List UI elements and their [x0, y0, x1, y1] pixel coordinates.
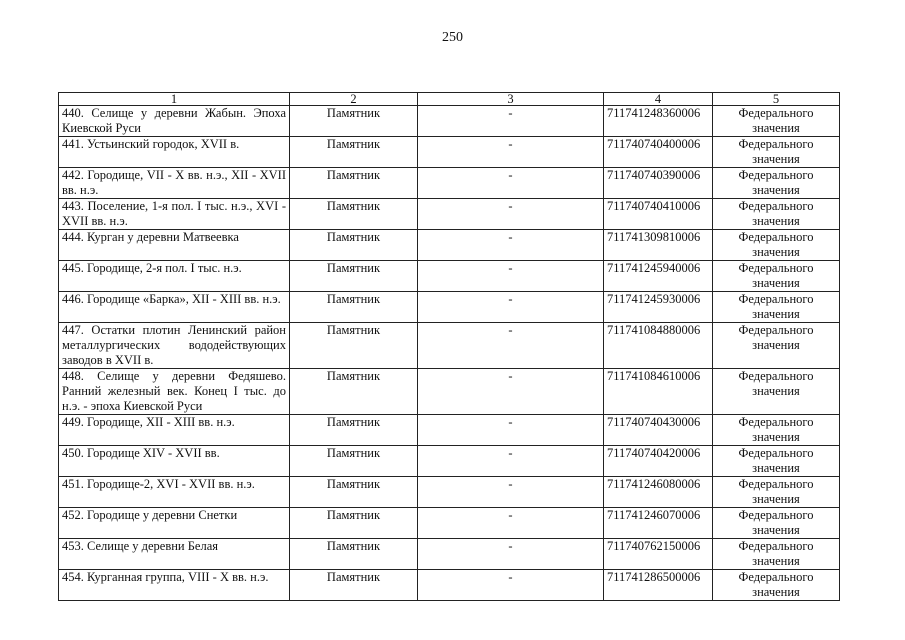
registry-code-cell: 711740740430006	[604, 415, 713, 446]
monument-type-cell: Памятник	[290, 369, 418, 415]
monument-name-cell: 445. Городище, 2-я пол. I тыс. н.э.	[59, 261, 290, 292]
table-row	[59, 415, 840, 446]
table-row	[59, 508, 840, 539]
registry-code-cell: 711741246080006	[604, 477, 713, 508]
table-row	[59, 539, 840, 570]
significance-cell: Федерального значения	[713, 261, 840, 292]
monument-type-cell: Памятник	[290, 137, 418, 168]
significance-cell: Федерального значения	[713, 323, 840, 369]
monument-type-cell: Памятник	[290, 477, 418, 508]
registry-code-cell: 711741246070006	[604, 508, 713, 539]
column-header: 5	[713, 93, 840, 106]
table-row	[59, 369, 840, 415]
header-row	[59, 93, 840, 106]
table-row	[59, 570, 840, 601]
monument-name-cell: 441. Устьинский городок, XVII в.	[59, 137, 290, 168]
significance-cell: Федерального значения	[713, 292, 840, 323]
registry-code-cell: 711740740400006	[604, 137, 713, 168]
table-row	[59, 199, 840, 230]
column-3-cell: -	[418, 261, 604, 292]
column-3-cell: -	[418, 168, 604, 199]
significance-cell: Федерального значения	[713, 199, 840, 230]
significance-cell: Федерального значения	[713, 539, 840, 570]
table-body	[59, 106, 840, 601]
monument-type-cell: Памятник	[290, 539, 418, 570]
column-3-cell: -	[418, 323, 604, 369]
monument-type-cell: Памятник	[290, 415, 418, 446]
column-3-cell: -	[418, 477, 604, 508]
table-row	[59, 446, 840, 477]
column-3-cell: -	[418, 369, 604, 415]
monument-name-cell: 447. Остатки плотин Ленинский район металлургических вододействующих заводов в XVII в.	[59, 323, 290, 369]
page-number: 250	[442, 30, 463, 45]
column-3-cell: -	[418, 446, 604, 477]
column-3-cell: -	[418, 570, 604, 601]
significance-cell: Федерального значения	[713, 369, 840, 415]
table-row	[59, 292, 840, 323]
registry-code-cell: 711741084610006	[604, 369, 713, 415]
significance-cell: Федерального значения	[713, 137, 840, 168]
registry-code-cell: 711741245940006	[604, 261, 713, 292]
registry-code-cell: 711741245930006	[604, 292, 713, 323]
table-row	[59, 106, 840, 137]
table-row	[59, 137, 840, 168]
significance-cell: Федерального значения	[713, 106, 840, 137]
significance-cell: Федерального значения	[713, 168, 840, 199]
column-header: 1	[59, 93, 290, 106]
significance-cell: Федерального значения	[713, 477, 840, 508]
column-header: 2	[290, 93, 418, 106]
monument-type-cell: Памятник	[290, 292, 418, 323]
monument-name-cell: 450. Городище XIV - XVII вв.	[59, 446, 290, 477]
column-3-cell: -	[418, 292, 604, 323]
column-3-cell: -	[418, 230, 604, 261]
registry-code-cell: 711740740420006	[604, 446, 713, 477]
monument-name-cell: 452. Городище у деревни Снетки	[59, 508, 290, 539]
significance-cell: Федерального значения	[713, 508, 840, 539]
column-header: 4	[604, 93, 713, 106]
monument-name-cell: 448. Селище у деревни Федяшево. Ранний железный век. Конец I тыс. до н.э. - эпоха Киевской Руси	[59, 369, 290, 415]
monument-type-cell: Памятник	[290, 446, 418, 477]
table-row	[59, 168, 840, 199]
monument-name-cell: 453. Селище у деревни Белая	[59, 539, 290, 570]
registry-code-cell: 711740762150006	[604, 539, 713, 570]
table-row	[59, 323, 840, 369]
monument-type-cell: Памятник	[290, 261, 418, 292]
monument-name-cell: 443. Поселение, 1-я пол. I тыс. н.э., XVI - XVII вв. н.э.	[59, 199, 290, 230]
column-header: 3	[418, 93, 604, 106]
monument-type-cell: Памятник	[290, 323, 418, 369]
monument-type-cell: Памятник	[290, 230, 418, 261]
monument-type-cell: Памятник	[290, 508, 418, 539]
registry-code-cell: 711741084880006	[604, 323, 713, 369]
monument-type-cell: Памятник	[290, 199, 418, 230]
significance-cell: Федерального значения	[713, 570, 840, 601]
column-3-cell: -	[418, 199, 604, 230]
monument-name-cell: 451. Городище-2, XVI - XVII вв. н.э.	[59, 477, 290, 508]
significance-cell: Федерального значения	[713, 446, 840, 477]
monument-name-cell: 444. Курган у деревни Матвеевка	[59, 230, 290, 261]
monument-type-cell: Памятник	[290, 168, 418, 199]
column-3-cell: -	[418, 415, 604, 446]
significance-cell: Федерального значения	[713, 230, 840, 261]
monument-type-cell: Памятник	[290, 106, 418, 137]
significance-cell: Федерального значения	[713, 415, 840, 446]
registry-code-cell: 711740740390006	[604, 168, 713, 199]
column-3-cell: -	[418, 106, 604, 137]
table-row	[59, 261, 840, 292]
monument-type-cell: Памятник	[290, 570, 418, 601]
monument-name-cell: 446. Городище «Барка», XII - XIII вв. н.э.	[59, 292, 290, 323]
monument-name-cell: 440. Селище у деревни Жабын. Эпоха Киевской Руси	[59, 106, 290, 137]
monument-name-cell: 442. Городище, VII - X вв. н.э., XII - XVII вв. н.э.	[59, 168, 290, 199]
column-3-cell: -	[418, 137, 604, 168]
registry-code-cell: 711741248360006	[604, 106, 713, 137]
column-3-cell: -	[418, 508, 604, 539]
table-row	[59, 477, 840, 508]
monument-name-cell: 454. Курганная группа, VIII - X вв. н.э.	[59, 570, 290, 601]
registry-code-cell: 711741309810006	[604, 230, 713, 261]
registry-code-cell: 711740740410006	[604, 199, 713, 230]
registry-code-cell: 711741286500006	[604, 570, 713, 601]
monument-name-cell: 449. Городище, XII - XIII вв. н.э.	[59, 415, 290, 446]
column-3-cell: -	[418, 539, 604, 570]
table-row	[59, 230, 840, 261]
monuments-table	[58, 92, 840, 601]
